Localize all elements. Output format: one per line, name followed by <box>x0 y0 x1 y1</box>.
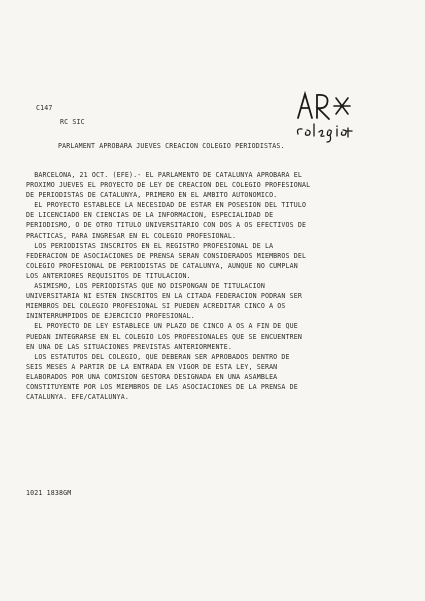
body-line: UNIVERSITARIA NI ESTEN INSCRITOS EN LA CITADA FEDERACION PODRAN SER <box>26 292 303 301</box>
body-line: EL PROYECTO ESTABLECE LA NECESIDAD DE ESTAR EN POSESION DEL TITULO <box>26 201 307 210</box>
body-line: SEIS MESES A PARTIR DE LA ENTRADA EN VIGOR DE ESTA LEY, SERAN <box>26 362 278 371</box>
body-line: LOS ESTATUTOS DEL COLEGIO, QUE DEBERAN SER APROBADOS DENTRO DE <box>26 352 290 361</box>
body-line: ININTERRUMPIDOS DE EJERCICIO PROFESIONAL. <box>26 312 195 321</box>
body-line: FEDERACION DE ASOCIACIONES DE PRENSA SERAN CONSIDERADOS MIEMBROS DEL <box>26 251 307 260</box>
body-line: PROXIMO JUEVES EL PROYECTO DE LEY DE CREACION DEL COLEGIO PROFESIONAL <box>26 181 311 190</box>
body-line: LOS PERIODISTAS INSCRITOS EN EL REGISTRO PROFESIONAL DE LA <box>26 241 274 250</box>
body-line: ELABORADOS POR UNA COMISION GESTORA DESIGNADA EN UNA ASAMBLEA <box>26 372 278 381</box>
headline: PARLAMENT APROBARA JUEVES CREACION COLEGIO PERIODISTAS. <box>58 142 285 150</box>
body-line: BARCELONA, 21 OCT. (EFE).- EL PARLAMENTO DE CATALUNYA APROBARA EL <box>26 171 303 179</box>
channel-code: RC SIC <box>60 118 85 126</box>
body-line: CATALUNYA. EFE/CATALUNYA. <box>26 393 129 402</box>
body-line: ASIMISMO, LOS PERIODISTAS QUE NO DISPONGAN DE TITULACION <box>26 282 265 291</box>
body-line: MIEMBROS DEL COLEGIO PROFESIONAL SI PUEDEN ACREDITAR CINCO A OS <box>26 302 286 311</box>
body-line: PERIODISMO, O DE OTRO TITULO UNIVERSITARIO CON DOS A OS EFECTIVOS DE <box>26 221 307 230</box>
handwritten-annotation <box>292 84 392 144</box>
body-line: PRACTICAS, PARA INGRESAR EN EL COLEGIO PROFESIONAL. <box>26 231 237 240</box>
body-line: DE LICENCIADO EN CIENCIAS DE LA INFORMACION, ESPECIALIDAD DE <box>26 211 274 220</box>
body-line: LOS ANTERIORES REQUISITOS DE TITULACION. <box>26 271 191 280</box>
body-line: CONSTITUYENTE POR LOS MIEMBROS DE LAS ASOCIACIONES DE LA PRENSA DE <box>26 382 298 391</box>
body-line: COLEGIO PROFESIONAL DE PERIODISTAS DE CATALUNYA, AUNQUE NO CUMPLAN <box>26 261 298 270</box>
message-code: C147 <box>36 104 53 112</box>
body-line: EN UNA DE LAS SITUACIONES PREVISTAS ANTERIORMENTE. <box>26 342 232 351</box>
body-line: DE PERIODISTAS DE CATALUNYA, PRIMERO EN EL AMBITO AUTONOMICO. <box>26 191 278 200</box>
body-line: PUEDAN INTEGRARSE EN EL COLEGIO LOS PROFESIONALES QUE SE ENCUENTREN <box>26 332 303 341</box>
body-line: EL PROYECTO DE LEY ESTABLECE UN PLAZO DE CINCO A OS A FIN DE QUE <box>26 322 298 331</box>
article-body <box>26 170 416 402</box>
transmission-time: 1021 1838GM <box>26 489 72 497</box>
